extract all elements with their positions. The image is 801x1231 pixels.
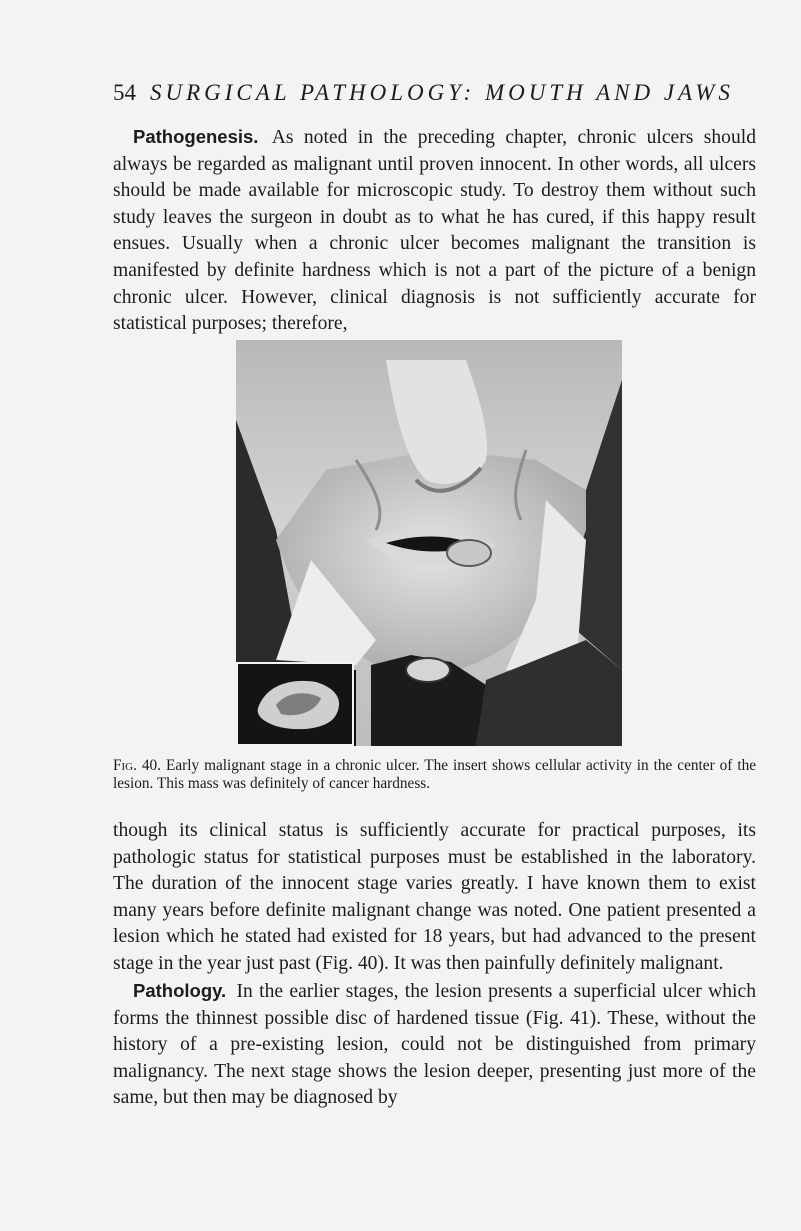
running-header [113, 80, 734, 106]
page-number: 54 [113, 80, 136, 105]
figure-photograph [236, 340, 622, 746]
running-title: SURGICAL PATHOLOGY: MOUTH AND JAWS [150, 80, 734, 105]
section-label-pathology: Pathology. [133, 980, 227, 1001]
paragraph-text: As noted in the preceding chapter, chronic ulcers should always be regarded as malignant until proven innocent. In other words, all ulcers should be made available for microscopic study. To destroy them without such study leaves the surgeon in doubt as to what he has cured, if this happy result ensues. Usually when a chronic ulcer becomes malignant the transition is manifested by definite hardness which is not a part of the picture of a benign chronic ulcer. However, clinical diagnosis is not sufficiently accurate for statistical purposes; therefore, [113, 127, 756, 335]
figure-caption [113, 757, 756, 793]
caption-text: Early malignant stage in a chronic ulcer. The insert shows cellular activity in the center of the lesion. This mass was definitely of cancer hardness. [113, 757, 757, 792]
paragraph-text: In the earlier stages, the lesion presents a superficial ulcer which forms the thinnest possible disc of hardened tissue (Fig. 41). These, without the history of a pre-existing lesion, could not be distinguished from primary malignancy. The next stage shows the lesion deeper, presenting just more of the same, but then may be diagnosed by [113, 981, 756, 1109]
paragraph-continuation [113, 818, 756, 978]
figure-label: Fig. 40. [113, 757, 162, 774]
paragraph-pathology [113, 978, 756, 1112]
paragraph-text: though its clinical status is sufficiently accurate for practical purposes, its pathologic status for statistical purposes must be established in the laboratory. The duration of the innocent stage varies greatly. I have known them to exist many years before definite malignant change was noted. One patient presented a lesion which he stated had existed for 18 years, but had advanced to the present stage in the year just past (Fig. 40). It was then painfully definitely malignant. [113, 820, 756, 974]
paragraph-pathogenesis [113, 124, 756, 338]
section-label-pathogenesis: Pathogenesis. [133, 126, 259, 147]
